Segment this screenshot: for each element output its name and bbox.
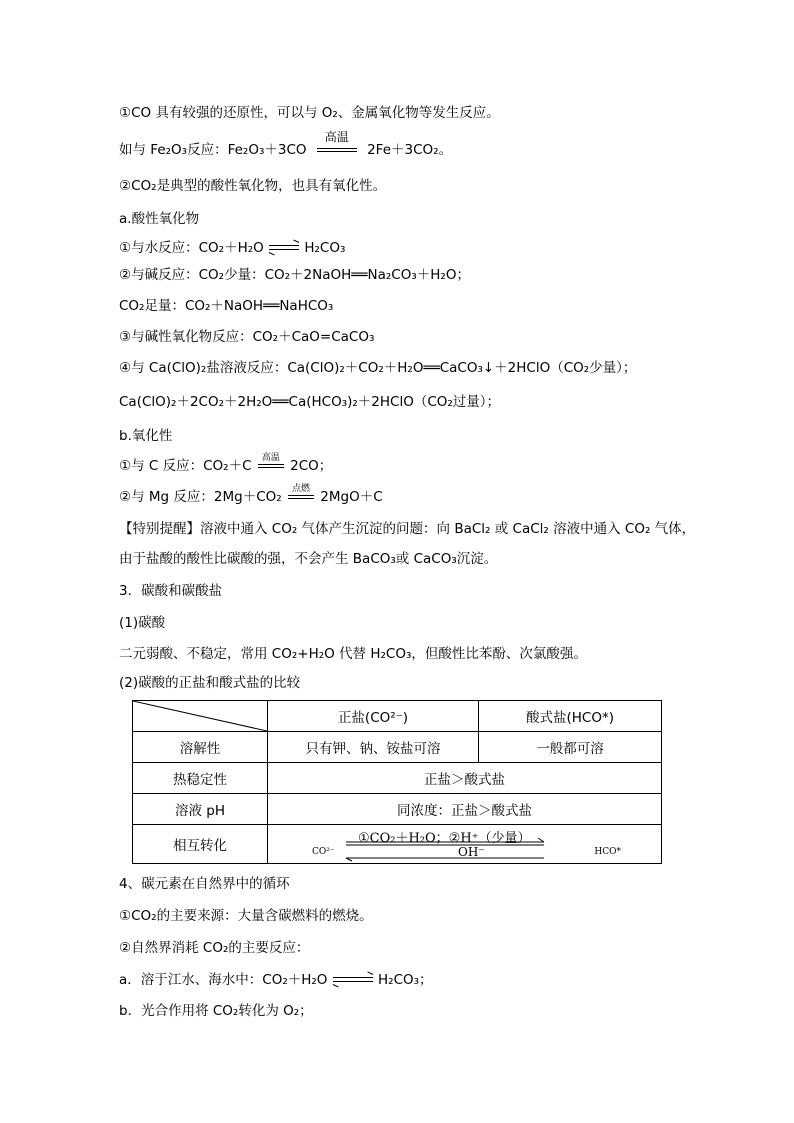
forward-condition: ①CO₂＋H₂O；②H⁺（少量） bbox=[358, 831, 531, 846]
conversion-diagram bbox=[268, 825, 661, 863]
condition-label: 高温 bbox=[261, 453, 280, 463]
subheading: (2)碳酸的正盐和酸式盐的比较 bbox=[119, 675, 301, 691]
reaction-text: 2CO； bbox=[290, 458, 333, 474]
table-cell: 一般都可溶 bbox=[479, 732, 662, 763]
diagonal-line-icon bbox=[133, 701, 267, 731]
section-heading: 3．碳酸和碳酸盐 bbox=[119, 583, 223, 599]
reaction-text: H₂CO₃； bbox=[378, 972, 433, 988]
reverse-condition: OH⁻ bbox=[458, 845, 485, 859]
text-line: 由于盐酸的酸性比碳酸的强，不会产生 BaCO₃或 CaCO₃沉淀。 bbox=[119, 551, 498, 567]
carbonate-ion-label: CO²⁻ bbox=[312, 847, 335, 857]
special-note: 【特别提醒】溶液中通入 CO₂ 气体产生沉淀的问题：向 BaCl₂ 或 CaCl₂ 溶液中通入 CO₂ 气体， bbox=[119, 521, 696, 537]
text-line: ①CO 具有较强的还原性，可以与 O₂、金属氧化物等发生反应。 bbox=[119, 105, 500, 121]
reversible-arrow-icon bbox=[333, 976, 373, 984]
table-row bbox=[133, 825, 662, 864]
text-line: ②CO₂是典型的酸性氧化物，也具有氧化性。 bbox=[119, 178, 387, 194]
reaction-condition bbox=[317, 130, 357, 160]
reaction-line bbox=[119, 970, 433, 990]
table-header: 酸式盐(HCO*) bbox=[479, 701, 662, 732]
comparison-table bbox=[132, 700, 662, 864]
text-line: 二元弱酸、不稳定，常用 CO₂+H₂O 代替 H₂CO₃，但酸性比苯酚、次氯酸强。 bbox=[119, 646, 587, 662]
reaction-condition bbox=[258, 453, 284, 476]
table-row-label: 相互转化 bbox=[133, 825, 268, 864]
table-row bbox=[133, 794, 662, 825]
reaction-condition bbox=[288, 484, 314, 507]
text-line: CO₂足量：CO₂＋NaOH══NaHCO₃ bbox=[119, 298, 334, 314]
table-row bbox=[133, 732, 662, 763]
table-cell bbox=[268, 825, 662, 864]
text-line: b．光合作用将 CO₂转化为 O₂； bbox=[119, 1003, 313, 1019]
subheading: (1)碳酸 bbox=[119, 615, 166, 631]
reaction-text: 2MgO＋C bbox=[320, 489, 383, 505]
text-line: ①CO₂的主要来源：大量含碳燃料的燃烧。 bbox=[119, 908, 373, 924]
condition-label: 点燃 bbox=[291, 484, 310, 494]
reaction-text: 2Fe＋3CO₂。 bbox=[367, 142, 453, 158]
table-row bbox=[133, 763, 662, 794]
equals-bar bbox=[317, 148, 357, 152]
bicarbonate-ion-label: HCO* bbox=[594, 847, 621, 857]
text-line: ②与碱反应：CO₂少量：CO₂＋2NaOH══Na₂CO₃＋H₂O； bbox=[119, 267, 470, 283]
reversible-arrow-icon bbox=[269, 244, 299, 252]
table-cell: 同浓度：正盐＞酸式盐 bbox=[268, 794, 662, 825]
text-line: Ca(ClO)₂＋2CO₂＋2H₂O══Ca(HCO₃)₂＋2HClO（CO₂过量）； bbox=[119, 394, 501, 410]
text-line: ②自然界消耗 CO₂的主要反应： bbox=[119, 940, 310, 956]
reaction-text: a．溶于江水、海水中：CO₂＋H₂O bbox=[119, 972, 328, 988]
text-line: ④与 Ca(ClO)₂盐溶液反应：Ca(ClO)₂＋CO₂＋H₂O══CaCO₃↓＋2HClO（CO₂少量）； bbox=[119, 360, 637, 376]
reaction-line bbox=[119, 238, 345, 258]
section-heading: 4、碳元素在自然界中的循环 bbox=[119, 876, 290, 892]
table-row-label: 溶解性 bbox=[133, 732, 268, 763]
text-line: ③与碱性氧化物反应：CO₂＋CaO=CaCO₃ bbox=[119, 329, 375, 345]
reaction-text: 如与 Fe₂O₃反应：Fe₂O₃＋3CO bbox=[119, 142, 307, 158]
table-cell: 正盐＞酸式盐 bbox=[268, 763, 662, 794]
table-header-row bbox=[133, 701, 662, 732]
reaction-line bbox=[119, 484, 383, 507]
reaction-text: ①与水反应：CO₂＋H₂O bbox=[119, 240, 264, 256]
reaction-line bbox=[119, 130, 453, 160]
subheading: a.酸性氧化物 bbox=[119, 211, 200, 227]
reaction-text: ①与 C 反应：CO₂＋C bbox=[119, 458, 252, 474]
subheading: b.氧化性 bbox=[119, 428, 173, 444]
table-row-label: 溶液 pH bbox=[133, 794, 268, 825]
table-corner-cell bbox=[133, 701, 268, 732]
table-row-label: 热稳定性 bbox=[133, 763, 268, 794]
table-cell: 只有钾、钠、铵盐可溶 bbox=[268, 732, 479, 763]
condition-label: 高温 bbox=[324, 130, 349, 144]
reaction-text: H₂CO₃ bbox=[304, 240, 346, 256]
reaction-text: ②与 Mg 反应：2Mg＋CO₂ bbox=[119, 489, 282, 505]
reaction-line bbox=[119, 453, 333, 476]
table-header: 正盐(CO²⁻) bbox=[268, 701, 479, 732]
